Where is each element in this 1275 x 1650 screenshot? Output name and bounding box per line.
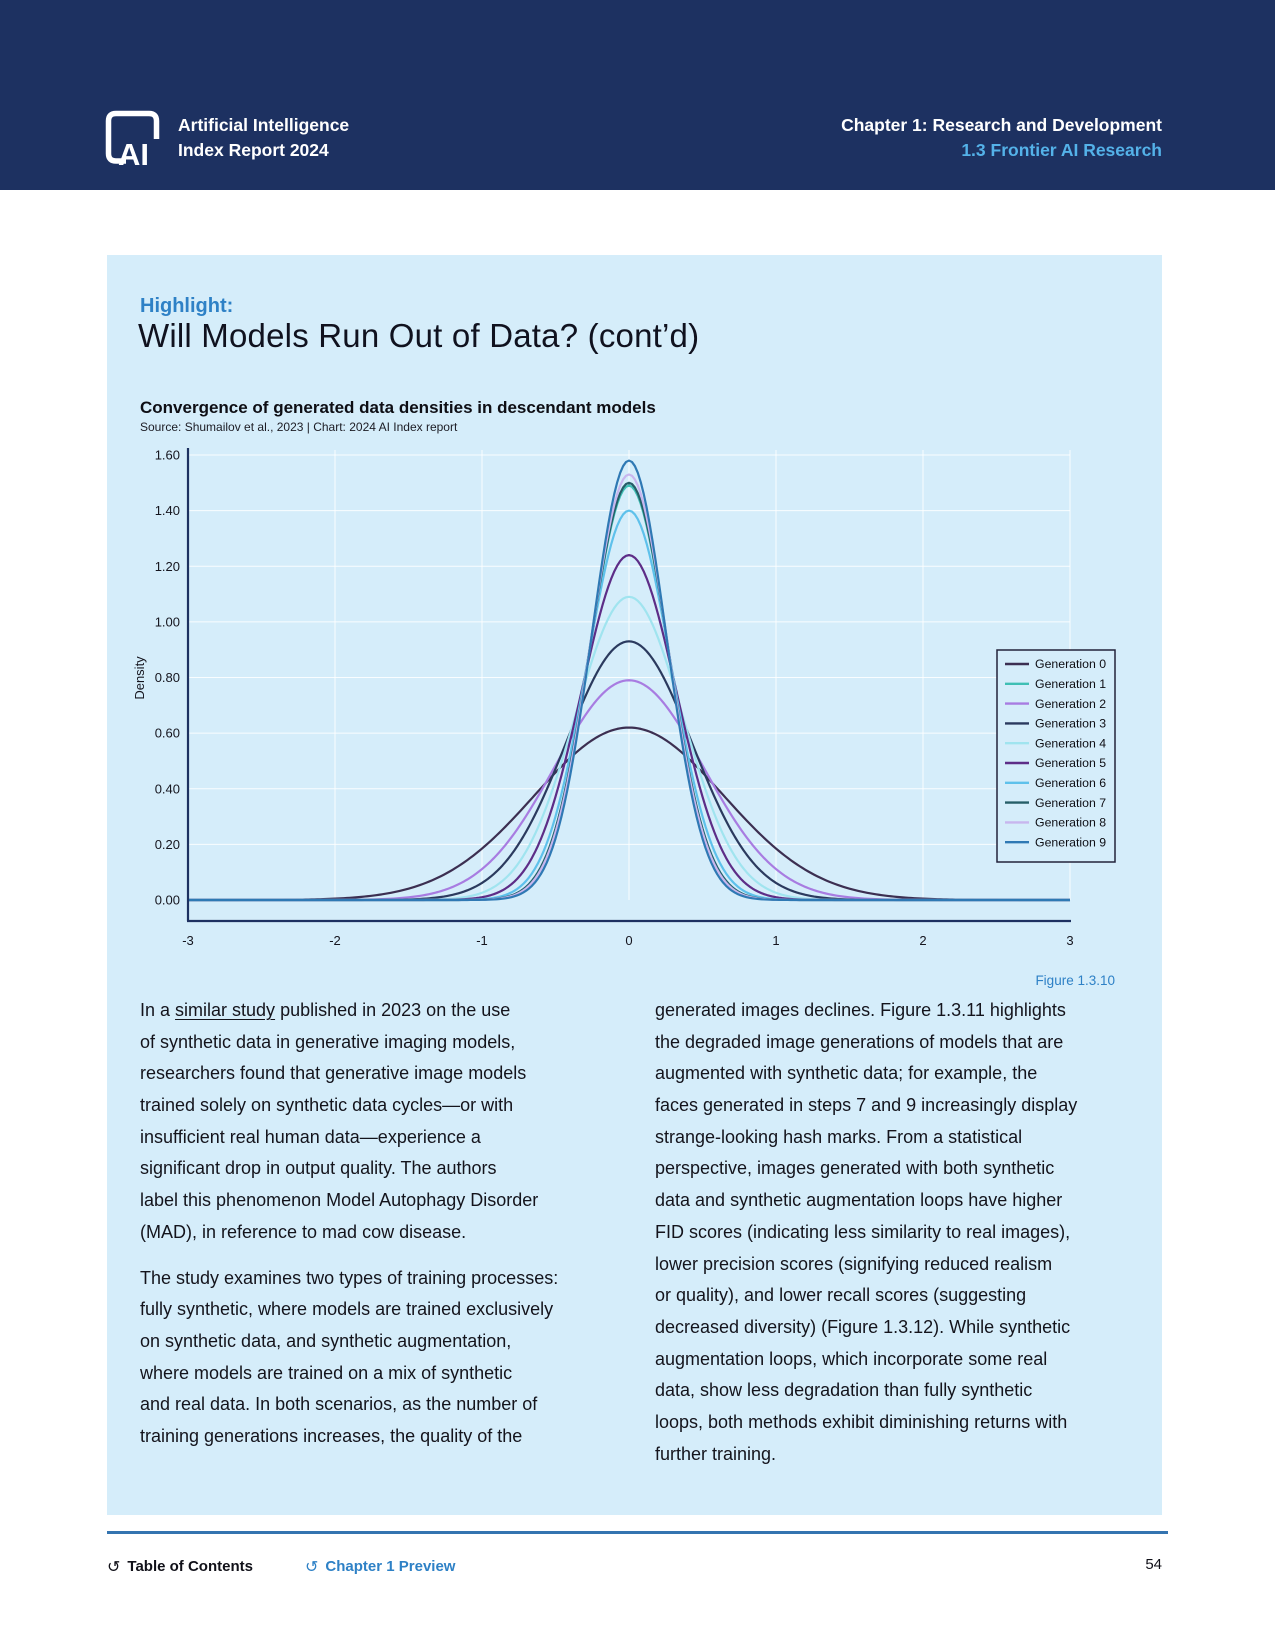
legend-label: Generation 8: [1035, 815, 1107, 830]
text-line: trained solely on synthetic data cycles—or with: [140, 1095, 514, 1116]
text-line: strange-looking hash marks. From a statistical: [655, 1126, 1023, 1147]
legend-label: Generation 4: [1035, 736, 1107, 751]
text-line: The study examines two types of training processes:: [140, 1267, 559, 1288]
logo-text: AI: [118, 137, 149, 168]
text-line: FID scores (indicating less similarity to real images),: [655, 1221, 1071, 1242]
table-of-contents-link[interactable]: ↺ Table of Contents: [107, 1558, 253, 1576]
ai-index-logo-icon: [105, 110, 161, 168]
text-line: further training.: [655, 1443, 777, 1464]
text-line: faces generated in steps 7 and 9 increasingly display: [655, 1095, 1078, 1116]
similar-study-link[interactable]: similar study: [175, 1000, 276, 1020]
x-tick-label: 2: [919, 933, 927, 948]
text-line: of synthetic data in generative imaging models,: [140, 1031, 516, 1052]
text-line: researchers found that generative image models: [140, 1063, 527, 1084]
chapter-info: [841, 113, 1162, 163]
page-header: [0, 0, 1275, 190]
body-column-right: [655, 1000, 1145, 1475]
text-line: generated images declines. Figure 1.3.11 highlights: [655, 1000, 1066, 1020]
highlight-card: [107, 255, 1162, 1515]
text-line: decreased diversity) (Figure 1.3.12). While synthetic: [655, 1316, 1071, 1337]
legend-label: Generation 9: [1035, 835, 1107, 850]
y-tick-label: 0.00: [154, 892, 180, 908]
y-tick-label: 1.00: [154, 614, 180, 630]
text-line: on synthetic data, and synthetic augmentation,: [140, 1330, 512, 1351]
paragraph: [140, 1032, 625, 1254]
page-title: Will Models Run Out of Data? (cont’d): [138, 317, 700, 354]
section-link[interactable]: 1.3 Frontier AI Research: [961, 140, 1162, 160]
text-line: data and synthetic augmentation loops have higher: [655, 1190, 1063, 1211]
density-chart: [130, 440, 1140, 965]
chart-title: Convergence of generated data densities in descendant models: [140, 398, 656, 417]
highlight-label: Highlight:: [140, 295, 234, 317]
x-tick-label: -2: [329, 933, 341, 948]
text-line: insufficient real human data—experience a: [140, 1126, 481, 1147]
text-line: or quality), and lower recall scores (suggesting: [655, 1285, 1027, 1306]
text-line: training generations increases, the quality of the: [140, 1425, 523, 1446]
text-line: where models are trained on a mix of synthetic: [140, 1362, 513, 1383]
legend-label: Generation 3: [1035, 716, 1107, 731]
y-tick-label: 1.60: [154, 447, 180, 463]
return-arrow-icon: ↺: [305, 1559, 319, 1576]
return-arrow-icon: ↺: [107, 1559, 121, 1576]
footer-divider: [107, 1531, 1168, 1534]
text-line: and real data. In both scenarios, as the number of: [140, 1394, 538, 1415]
brand-line1: Artificial Intelligence: [178, 115, 350, 135]
x-tick-label: -1: [476, 933, 488, 948]
text-line: lower precision scores (signifying reduced realism: [655, 1253, 1053, 1274]
text-line: loops, both methods exhibit diminishing returns with: [655, 1411, 1068, 1432]
text-line: the degraded image generations of models that are: [655, 1031, 1064, 1052]
legend-label: Generation 6: [1035, 776, 1107, 790]
x-tick-label: 0: [625, 933, 633, 948]
legend-label: Generation 2: [1035, 696, 1107, 711]
legend-label: Generation 5: [1035, 756, 1107, 771]
y-tick-label: 0.20: [154, 836, 180, 852]
y-axis-title: Density: [132, 656, 147, 700]
text-line: significant drop in output quality. The authors: [140, 1158, 497, 1179]
text-span: published in 2023 on the use: [275, 1000, 511, 1020]
figure-label: Figure 1.3.10: [1035, 973, 1115, 988]
y-tick-label: 0.80: [154, 670, 180, 685]
text-line: data, show less degradation than fully synthetic: [655, 1380, 1033, 1401]
legend-label: Generation 1: [1035, 677, 1107, 691]
x-tick-label: 3: [1066, 933, 1074, 948]
text-line: fully synthetic, where models are trained exclusively: [140, 1299, 554, 1320]
text-line: (MAD), in reference to mad cow disease.: [140, 1221, 467, 1242]
page-number: 54: [1145, 1556, 1162, 1573]
y-tick-label: 0.60: [154, 725, 180, 741]
brand-title: [178, 113, 349, 163]
paragraph: [140, 1268, 625, 1458]
chapter-preview-link[interactable]: ↺ Chapter 1 Preview: [305, 1558, 456, 1576]
y-tick-label: 0.40: [154, 781, 180, 797]
paragraph-gap: [140, 1254, 625, 1268]
paragraph: [655, 1000, 1145, 1475]
chart-source: Source: Shumailov et al., 2023 | Chart: 2024 AI Index report: [140, 420, 458, 434]
text-line: augmentation loops, which incorporate some real: [655, 1348, 1048, 1369]
text-line: [140, 1000, 625, 1032]
x-tick-label: 1: [772, 933, 780, 948]
x-tick-label: -3: [182, 933, 194, 948]
text-line: perspective, images generated with both synthetic: [655, 1158, 1055, 1179]
legend-label: Generation 7: [1035, 795, 1107, 810]
chapter-title: Chapter 1: Research and Development: [841, 115, 1162, 135]
text-line: label this phenomenon Model Autophagy Disorder: [140, 1190, 539, 1211]
y-tick-label: 1.20: [154, 558, 180, 574]
y-tick-label: 1.40: [154, 503, 180, 519]
text-line: augmented with synthetic data; for example, the: [655, 1063, 1038, 1084]
text-span: In a: [140, 1000, 176, 1020]
legend-label: Generation 0: [1035, 657, 1107, 672]
body-column-left: [140, 1000, 625, 1458]
brand-line2: Index Report 2024: [178, 140, 329, 160]
